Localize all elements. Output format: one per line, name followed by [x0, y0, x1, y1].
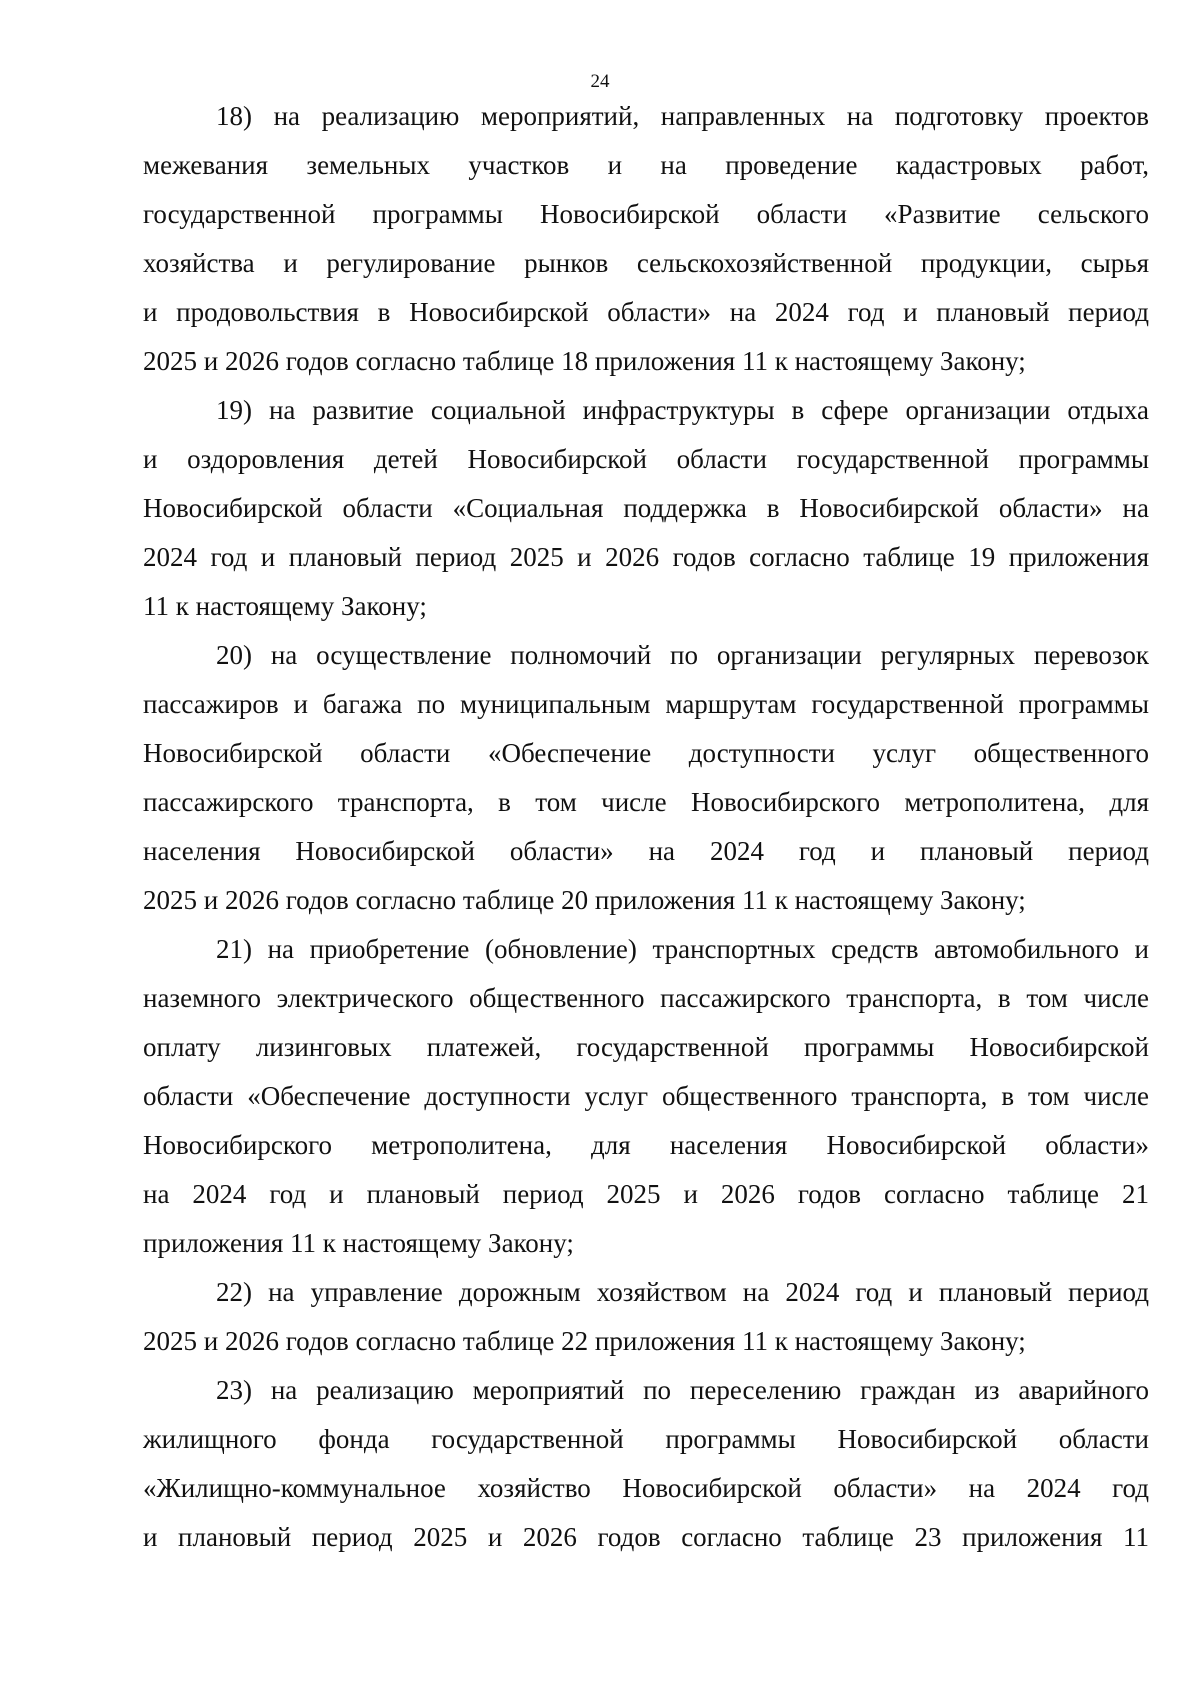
text-line: приложения 11 к настоящему Закону;: [143, 1228, 574, 1258]
paragraph-21: [143, 925, 1149, 1268]
paragraph-19: [143, 386, 1149, 631]
text-line: 2024 год и плановый период 2025 и 2026 годов согласно таблице 19 приложения: [143, 542, 1149, 572]
document-body: [143, 92, 1149, 1562]
text-line: пассажирского транспорта, в том числе Новосибирского метрополитена, для: [143, 787, 1149, 817]
text-line: жилищного фонда государственной программы Новосибирской области: [143, 1424, 1149, 1454]
paragraph-20: [143, 631, 1149, 925]
text-line: 18) на реализацию мероприятий, направленных на подготовку проектов: [216, 101, 1149, 131]
paragraph-18: [143, 92, 1149, 386]
text-line: Новосибирской области «Обеспечение доступности услуг общественного: [143, 738, 1149, 768]
paragraph-22: [143, 1268, 1149, 1366]
text-line: 11 к настоящему Закону;: [143, 591, 427, 621]
text-line: и продовольствия в Новосибирской области» на 2024 год и плановый период: [143, 297, 1149, 327]
text-line: 19) на развитие социальной инфраструктуры в сфере организации отдыха: [216, 395, 1149, 425]
text-line: области «Обеспечение доступности услуг общественного транспорта, в том числе: [143, 1081, 1149, 1111]
text-line: 20) на осуществление полномочий по организации регулярных перевозок: [216, 640, 1149, 670]
text-line: государственной программы Новосибирской области «Развитие сельского: [143, 199, 1149, 229]
text-line: хозяйства и регулирование рынков сельскохозяйственной продукции, сырья: [143, 248, 1149, 278]
text-line: 2025 и 2026 годов согласно таблице 20 приложения 11 к настоящему Закону;: [143, 885, 1026, 915]
text-line: межевания земельных участков и на проведение кадастровых работ,: [143, 150, 1149, 180]
text-line: на 2024 год и плановый период 2025 и 2026 годов согласно таблице 21: [143, 1179, 1149, 1209]
text-line: 2025 и 2026 годов согласно таблице 22 приложения 11 к настоящему Закону;: [143, 1326, 1026, 1356]
page-number: 24: [590, 71, 610, 92]
text-line: оплату лизинговых платежей, государственной программы Новосибирской: [143, 1032, 1149, 1062]
text-line: 2025 и 2026 годов согласно таблице 18 приложения 11 к настоящему Закону;: [143, 346, 1026, 376]
text-line: пассажиров и багажа по муниципальным маршрутам государственной программы: [143, 689, 1149, 719]
text-line: 22) на управление дорожным хозяйством на 2024 год и плановый период: [216, 1277, 1149, 1307]
text-line: «Жилищно-коммунальное хозяйство Новосибирской области» на 2024 год: [143, 1473, 1149, 1503]
text-line: Новосибирской области «Социальная поддержка в Новосибирской области» на: [143, 493, 1149, 523]
text-line: 23) на реализацию мероприятий по переселению граждан из аварийного: [216, 1375, 1149, 1405]
text-line: наземного электрического общественного пассажирского транспорта, в том числе: [143, 983, 1149, 1013]
text-line: населения Новосибирской области» на 2024 год и плановый период: [143, 836, 1149, 866]
text-line: 21) на приобретение (обновление) транспортных средств автомобильного и: [216, 934, 1149, 964]
text-line: и оздоровления детей Новосибирской области государственной программы: [143, 444, 1149, 474]
text-line: Новосибирского метрополитена, для населения Новосибирской области»: [143, 1130, 1149, 1160]
paragraph-23: [143, 1366, 1149, 1562]
text-line: и плановый период 2025 и 2026 годов согласно таблице 23 приложения 11: [143, 1522, 1149, 1552]
